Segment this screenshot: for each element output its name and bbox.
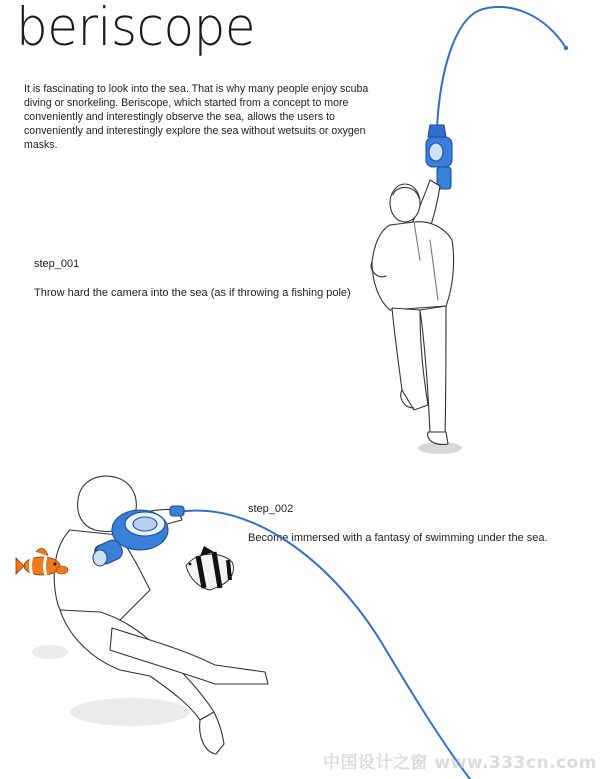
- camera-device-icon: [426, 125, 452, 189]
- step-2-description: Become immersed with a fantasy of swimming under the sea.: [248, 532, 548, 544]
- striped-fish-icon: [186, 546, 234, 590]
- immersed-figure-illustration: [32, 476, 470, 779]
- watermark: 中国设计之窗 www.333cn.com: [323, 753, 597, 773]
- step-2-label: step_002: [248, 503, 294, 515]
- page-title: beriscope: [16, 0, 256, 58]
- throwing-figure-illustration: [371, 7, 568, 454]
- intro-paragraph: It is fascinating to look into the sea. That is why many people enjoy scuba diving or snorkeling. Beriscope, which started from a concept to more conveniently and interestingly observe the sea, allows the users to conveniently and interestingly explore the sea without wetsuits or oxygen masks.: [24, 83, 369, 151]
- step-1-description: Throw hard the camera into the sea (as if throwing a fishing pole): [34, 287, 351, 299]
- step-1-label: step_001: [34, 258, 80, 270]
